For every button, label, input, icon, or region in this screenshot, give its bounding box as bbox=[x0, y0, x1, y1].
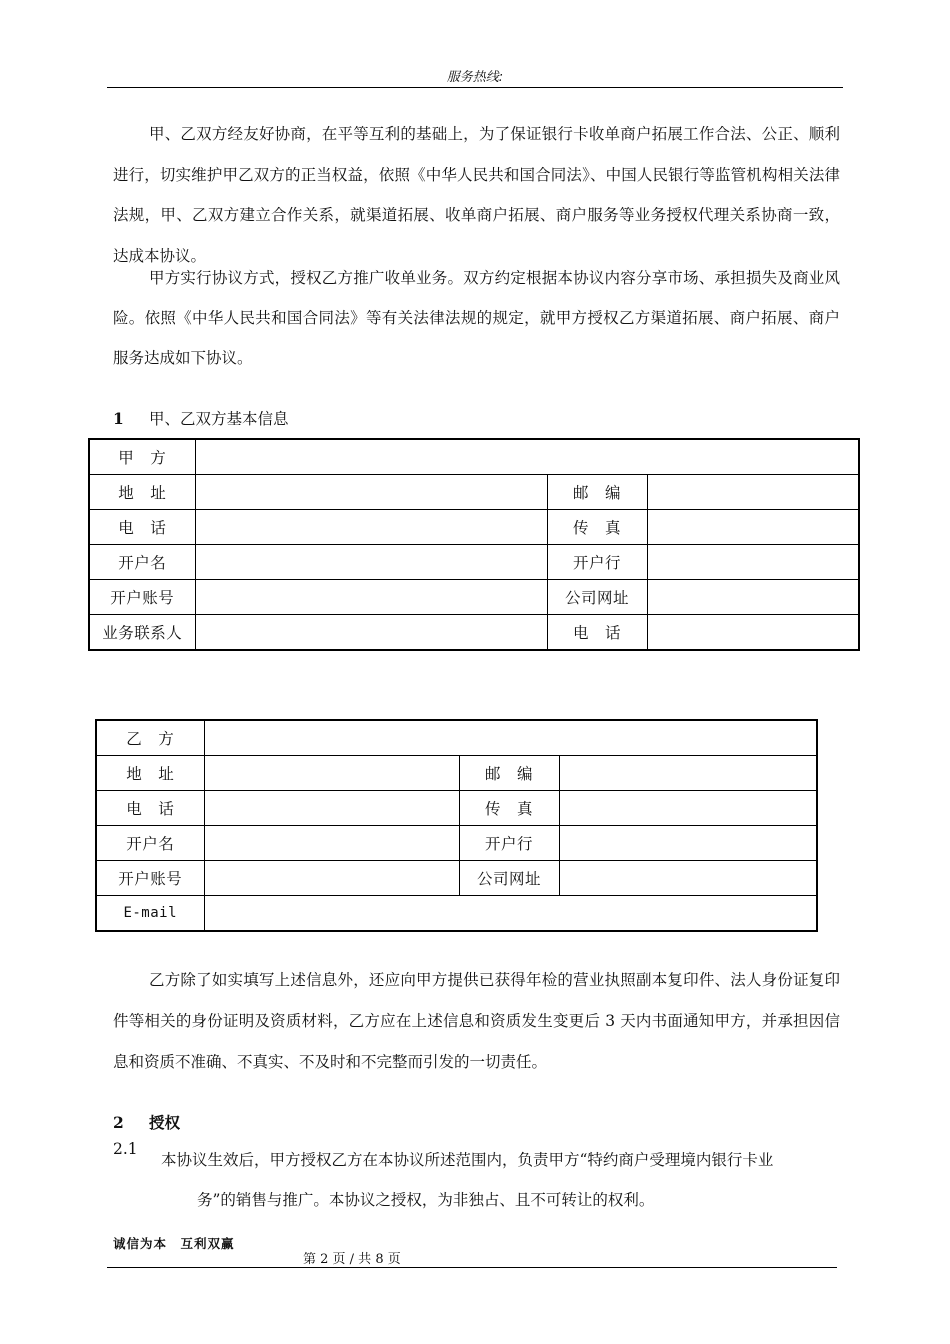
account-number-field[interactable] bbox=[204, 861, 459, 896]
email-label: E-mail bbox=[96, 896, 204, 932]
table-row bbox=[89, 510, 859, 545]
table-row bbox=[89, 475, 859, 510]
page-number: 第 2 页 / 共 8 页 bbox=[303, 1252, 401, 1267]
fax-label: 传 真 bbox=[459, 791, 559, 826]
fax-field[interactable] bbox=[647, 510, 859, 545]
website-field[interactable] bbox=[647, 580, 859, 615]
bank-label: 开户行 bbox=[547, 545, 647, 580]
contact-phone-label: 电 话 bbox=[547, 615, 647, 651]
phone-field[interactable] bbox=[204, 791, 459, 826]
table-row bbox=[89, 439, 859, 475]
account-number-label: 开户账号 bbox=[96, 861, 204, 896]
clause-2-1-text bbox=[161, 1140, 841, 1220]
account-number-label: 开户账号 bbox=[89, 580, 195, 615]
after-tables-paragraph: 乙方除了如实填写上述信息外，还应向甲方提供已获得年检的营业执照副本复印件、法人身份证复印件等相关的身份证明及资质材料，乙方应在上述信息和资质发生变更后 3 天内书面通知甲方，并承担因信息和资质不准确、不真实、不及时和不完整而引发的一切责任。 bbox=[113, 971, 840, 1071]
section-1-number: 1 bbox=[113, 409, 124, 428]
party-a-info-table bbox=[88, 438, 860, 651]
contact-phone-field[interactable] bbox=[647, 615, 859, 651]
party-b-info-table bbox=[95, 719, 818, 932]
footer-motto: 诚信为本 互利双赢 bbox=[113, 1236, 235, 1251]
postcode-field[interactable] bbox=[559, 756, 817, 791]
section-2-number: 2 bbox=[113, 1113, 124, 1132]
table-row bbox=[89, 545, 859, 580]
postcode-label: 邮 编 bbox=[547, 475, 647, 510]
account-number-field[interactable] bbox=[195, 580, 547, 615]
table-row bbox=[96, 826, 817, 861]
postcode-label: 邮 编 bbox=[459, 756, 559, 791]
party-a-label: 甲 方 bbox=[89, 439, 195, 475]
party-a-name-field[interactable] bbox=[195, 439, 859, 475]
section-2-heading bbox=[113, 1111, 180, 1133]
clause-2-1-line-2: 务”的销售与推广。本协议之授权，为非独占、且不可转让的权利。 bbox=[197, 1191, 655, 1209]
contact-field[interactable] bbox=[195, 615, 547, 651]
phone-field[interactable] bbox=[195, 510, 547, 545]
table-row bbox=[96, 896, 817, 932]
bank-field[interactable] bbox=[647, 545, 859, 580]
fax-label: 传 真 bbox=[547, 510, 647, 545]
table-row bbox=[89, 580, 859, 615]
party-b-name-field[interactable] bbox=[204, 720, 817, 756]
intro-paragraph-2: 甲方实行协议方式，授权乙方推广收单业务。双方约定根据本协议内容分享市场、承担损失及商业风险。依照《中华人民共和国合同法》等有关法律法规的规定，就甲方授权乙方渠道拓展、商户拓展、商户服务达成如下协议。 bbox=[113, 269, 840, 367]
phone-label: 电 话 bbox=[96, 791, 204, 826]
contact-label: 业务联系人 bbox=[89, 615, 195, 651]
clause-2-1-number: 2.1 bbox=[113, 1140, 138, 1158]
bank-label: 开户行 bbox=[459, 826, 559, 861]
table-row bbox=[96, 791, 817, 826]
clause-2-1-line-1: 本协议生效后，甲方授权乙方在本协议所述范围内，负责甲方“特约商户受理境内银行卡业 bbox=[161, 1151, 774, 1169]
page-header: 服务热线: bbox=[446, 70, 504, 85]
section-1-title: 甲、乙双方基本信息 bbox=[149, 410, 289, 428]
address-label: 地 址 bbox=[96, 756, 204, 791]
section-2-title: 授权 bbox=[149, 1113, 181, 1132]
postcode-field[interactable] bbox=[647, 475, 859, 510]
email-field[interactable] bbox=[204, 896, 817, 932]
phone-label: 电 话 bbox=[89, 510, 195, 545]
address-label: 地 址 bbox=[89, 475, 195, 510]
bank-field[interactable] bbox=[559, 826, 817, 861]
address-field[interactable] bbox=[204, 756, 459, 791]
website-label: 公司网址 bbox=[459, 861, 559, 896]
account-name-label: 开户名 bbox=[96, 826, 204, 861]
website-label: 公司网址 bbox=[547, 580, 647, 615]
section-1-heading bbox=[113, 407, 289, 429]
website-field[interactable] bbox=[559, 861, 817, 896]
intro-paragraph-1: 甲、乙双方经友好协商，在平等互利的基础上，为了保证银行卡收单商户拓展工作合法、公正、顺利进行，切实维护甲乙双方的正当权益，依照《中华人民共和国合同法》、中国人民银行等监管机构相关法律法规，甲、乙双方建立合作关系，就渠道拓展、收单商户拓展、商户服务等业务授权代理关系协商一致，达成本协议。 bbox=[113, 125, 840, 265]
fax-field[interactable] bbox=[559, 791, 817, 826]
party-b-label: 乙 方 bbox=[96, 720, 204, 756]
account-name-field[interactable] bbox=[195, 545, 547, 580]
account-name-field[interactable] bbox=[204, 826, 459, 861]
table-row bbox=[89, 615, 859, 651]
account-name-label: 开户名 bbox=[89, 545, 195, 580]
table-row bbox=[96, 756, 817, 791]
header-rule bbox=[107, 87, 843, 88]
address-field[interactable] bbox=[195, 475, 547, 510]
table-row bbox=[96, 720, 817, 756]
footer-rule bbox=[107, 1267, 837, 1268]
table-row bbox=[96, 861, 817, 896]
